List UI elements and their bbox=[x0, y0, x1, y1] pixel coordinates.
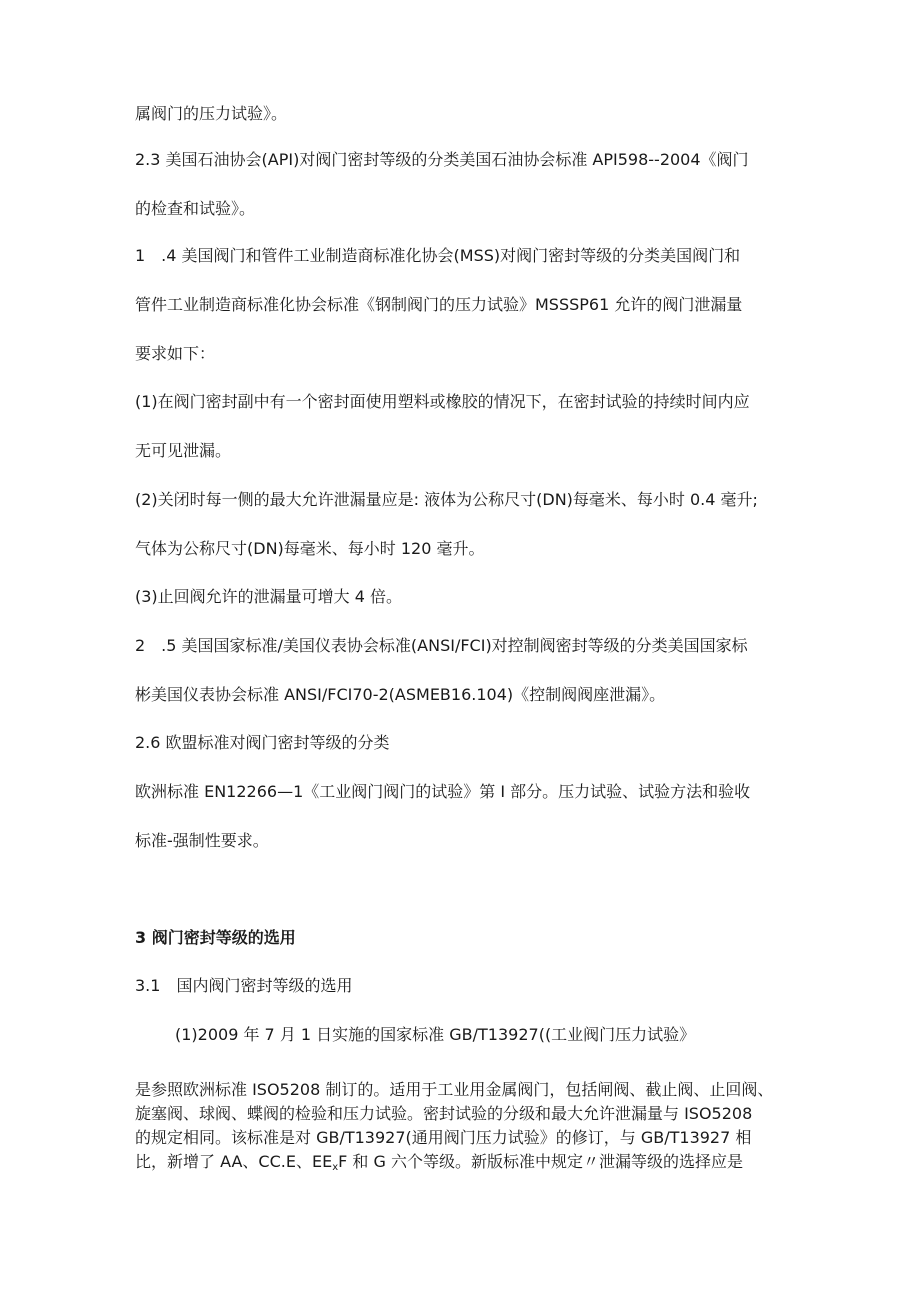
text-run: F 和 G 六个等级。新版标准中规定〃泄漏等级的选择应是 bbox=[338, 1152, 743, 1171]
paragraph-line: 无可见泄漏。 bbox=[135, 441, 232, 460]
paragraph-line: 标准-强制性要求。 bbox=[135, 831, 269, 850]
paragraph-line: 的规定相同。该标准是对 GB/T13927(通用阀门压力试验》的修订，与 GB/T13927 相 bbox=[135, 1128, 752, 1147]
paragraph-line: (3)止回阀允许的泄漏量可增大 4 倍。 bbox=[135, 587, 403, 606]
paragraph-line: 的检查和试验》。 bbox=[135, 199, 256, 218]
paragraph-line: 2 .5 美国国家标准/美国仪表协会标准(ANSI/FCI)对控制阀密封等级的分类美国国家标 bbox=[135, 636, 748, 655]
subscript-text: x bbox=[332, 1162, 339, 1173]
paragraph-line: 2.6 欧盟标准对阀门密封等级的分类 bbox=[135, 733, 390, 752]
paragraph-line: 2.3 美国石油协会(API)对阀门密封等级的分类美国石油协会标准 API598--2004《阀门 bbox=[135, 150, 749, 169]
paragraph-line: 旋塞阀、球阀、蝶阀的检验和压力试验。密封试验的分级和最大允许泄漏量与 ISO5208 bbox=[135, 1104, 753, 1123]
text-run: 比，新增了 AA、CC.E、EE bbox=[135, 1152, 333, 1171]
paragraph-line: 管件工业制造商标准化协会标准《钢制阀门的压力试验》MSSSP61 允许的阀门泄漏量 bbox=[135, 295, 743, 314]
paragraph-line: 要求如下： bbox=[135, 344, 216, 363]
paragraph-line: (2)关闭时每一侧的最大允许泄漏量应是: 液体为公称尺寸(DN)每毫米、每小时 0.4 毫升; bbox=[135, 490, 758, 509]
paragraph-line: 欧洲标准 EN12266—1《工业阀门阀门的试验》第 I 部分。压力试验、试验方法和验收 bbox=[135, 782, 751, 801]
paragraph-line: 彬美国仪表协会标准 ANSI/FCI70-2(ASMEB16.104)《控制阀阀座泄漏》。 bbox=[135, 685, 666, 704]
paragraph-line: 是参照欧洲标准 ISO5208 制订的。适用于工业用金属阀门，包括闸阀、截止阀、止回阀、 bbox=[135, 1080, 774, 1099]
paragraph-line: 1 .4 美国阀门和管件工业制造商标准化协会(MSS)对阀门密封等级的分类美国阀门和 bbox=[135, 246, 741, 265]
section-heading: 3 阀门密封等级的选用 bbox=[135, 928, 296, 947]
paragraph-line bbox=[135, 1150, 743, 1180]
paragraph-line: 气体为公称尺寸(DN)每毫米、每小时 120 毫升。 bbox=[135, 539, 485, 558]
paragraph-line: (1)2009 年 7 月 1 日实施的国家标准 GB/T13927((工业阀门压力试验》 bbox=[175, 1025, 696, 1044]
subsection-heading: 3.1 国内阀门密封等级的选用 bbox=[135, 976, 353, 995]
paragraph-line: (1)在阀门密封副中有一个密封面使用塑料或橡胶的情况下，在密封试验的持续时间内应 bbox=[135, 392, 750, 411]
paragraph-line: 属阀门的压力试验》。 bbox=[135, 104, 288, 123]
